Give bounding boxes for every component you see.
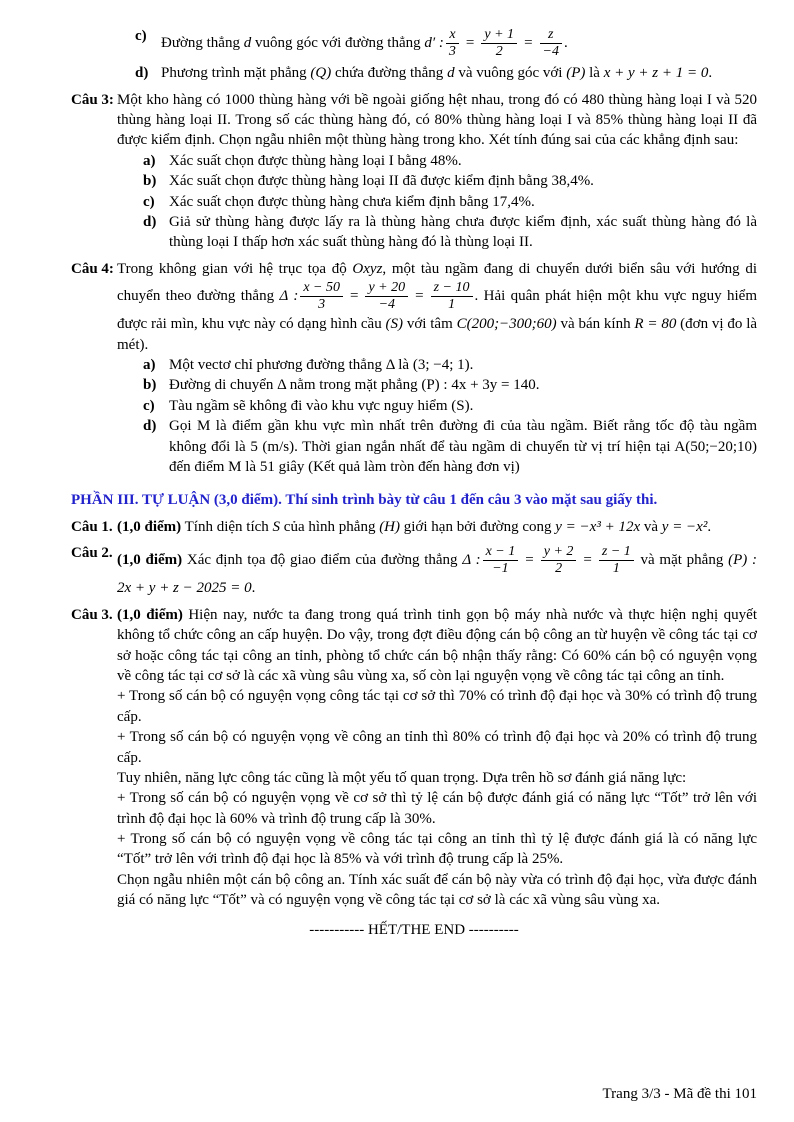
text-run: Xác định tọa độ giao điểm của đường thẳng xyxy=(182,552,463,569)
fraction-denominator: 1 xyxy=(612,561,620,577)
fraction-numerator: y + 2 xyxy=(541,544,577,561)
fraction-numerator: y + 1 xyxy=(481,27,517,44)
fraction-numerator: z − 10 xyxy=(431,280,473,297)
fraction xyxy=(481,27,517,60)
text-run: (đơn vị đo là mét). xyxy=(117,316,758,353)
end-of-exam-line: ----------- HẾT/THE END ---------- xyxy=(309,921,519,938)
item-text: Xác suất chọn được thùng hàng loại I bằng 48%. xyxy=(169,152,462,169)
question-label: Câu 2. xyxy=(71,545,113,562)
statement-item xyxy=(117,375,757,395)
item-label: c) xyxy=(135,28,147,44)
text-run: và mặt phẳng xyxy=(635,552,729,569)
math-run: (P) xyxy=(566,65,586,82)
item-label: d) xyxy=(143,418,157,435)
item-text: Xác suất chọn được thùng hàng loại II đã được kiểm định bằng 38,4%. xyxy=(169,173,594,190)
fraction-denominator: −4 xyxy=(542,44,559,60)
item-text xyxy=(161,63,757,83)
paragraph xyxy=(117,605,757,687)
math-run: C(200;−300;60) xyxy=(456,316,557,333)
item-label: b) xyxy=(143,173,157,190)
equals-sign: = xyxy=(525,552,534,569)
statement-item xyxy=(117,171,757,191)
text-run: Đường thẳng xyxy=(161,35,244,52)
text-run: giới hạn bởi đường cong xyxy=(400,518,556,535)
math-run: (S) xyxy=(385,316,404,333)
text-run: . xyxy=(251,580,256,597)
math-run: d xyxy=(243,35,252,52)
question-intro xyxy=(117,259,757,355)
equals-sign: = xyxy=(415,288,424,305)
item-label: c) xyxy=(143,193,155,210)
part3-header: PHẦN III. TỰ LUẬN (3,0 điểm). Thí sinh trình bày từ câu 1 đến câu 3 vào mặt sau giấy thi. xyxy=(71,492,658,509)
text-run: Phương trình mặt phẳng xyxy=(161,65,311,82)
fraction-denominator: −4 xyxy=(378,297,396,313)
question-cau2-tuluan xyxy=(71,543,757,599)
text-run: với tâm xyxy=(403,316,457,333)
statement-item xyxy=(117,212,757,253)
math-run: Δ : xyxy=(462,552,481,569)
statement-item-c xyxy=(71,26,757,61)
text-run: và vuông góc với xyxy=(454,65,567,82)
item-text: Xác suất chọn được thùng hàng chưa kiểm định bằng 17,4%. xyxy=(169,193,535,210)
fraction-denominator: 1 xyxy=(448,297,456,313)
question-body xyxy=(117,543,757,599)
question-body xyxy=(117,605,757,911)
fraction xyxy=(541,544,577,577)
statement-item xyxy=(117,396,757,416)
item-label: d) xyxy=(143,213,157,230)
math-run: Oxyz xyxy=(352,260,383,277)
item-text: Gọi M là điểm gần khu vực mìn nhất trên đường đi của tàu ngầm. Biết rằng tốc độ tàu ngầm không đổi là 5 (m/s). Thời gian ngắn nhất để tàu ngầm di chuyển từ vị trí hiện tại A(50;−20;10) đến điểm M là 51 giây (Kết quả làm tròn đến hàng đơn vị) xyxy=(169,418,757,476)
paragraph: + Trong số cán bộ có nguyện vọng về công tác tại công an tỉnh thì tỷ lệ được đánh giá là có năng lực “Tốt” trở lên với trình độ đại học là 85% và với trình độ trung cấp là 25%. xyxy=(117,831,757,868)
paragraph: + Trong số cán bộ có nguyện vọng về cơ sở thì tỷ lệ cán bộ được đánh giá có năng lực “Tốt” trở lên với trình độ đại học là 60% và trình độ trung cấp là 30%. xyxy=(117,790,757,827)
item-text: Một vectơ chỉ phương đường thẳng Δ là (3; −4; 1). xyxy=(169,357,474,374)
text-run: Hiện nay, nước ta đang trong quá trình tinh gọn bộ máy nhà nước và thực hiện nghị quyết không tổ chức công an cấp huyện. Do vậy, trong đợt điều động cán bộ công an từ huyện về công tác tại cơ sở hoặc công tác tại công an tỉnh, phòng tổ chức cán bộ nhận thấy rằng: Có 60% cán bộ có nguyện vọng về công tác tại cơ sở là các xã vùng sâu vùng xa, số còn lại nguyện vọng về công tác tại công an tỉnh. xyxy=(117,606,758,684)
text-run: . xyxy=(563,35,568,52)
equals-sign: = xyxy=(350,288,359,305)
question-cau3 xyxy=(71,90,757,253)
text-run: . xyxy=(708,65,713,82)
question-label: Câu 1. xyxy=(71,518,113,535)
equals-sign: = xyxy=(524,35,533,52)
math-run: y = −x³ + 12x xyxy=(555,518,641,535)
question-cau1-tuluan xyxy=(71,517,757,537)
math-run: (P) : 2x + y + z − 2025 = 0 xyxy=(117,552,757,597)
text-run: , một tàu ngầm đang di chuyển dưới biển sâu với hướng di chuyển theo đường thẳng xyxy=(117,260,758,305)
text-run: . xyxy=(707,518,712,535)
statement-item xyxy=(117,355,757,375)
item-label: a) xyxy=(143,152,156,169)
fraction-numerator: z − 1 xyxy=(599,544,634,561)
text-run: của hình phẳng xyxy=(280,518,380,535)
text-run: vuông góc với đường thẳng xyxy=(251,35,425,52)
fraction-denominator: 3 xyxy=(448,44,456,60)
fraction-numerator: z xyxy=(540,27,562,44)
fraction xyxy=(599,544,634,577)
text-run: chứa đường thẳng xyxy=(331,65,448,82)
statement-item xyxy=(117,416,757,477)
fraction xyxy=(483,544,519,577)
text-run: . Hải quân phát hiện một khu vực nguy hiểm được rải mìn, khu vực này có dạng hình cầu xyxy=(117,288,758,333)
item-label: a) xyxy=(143,357,156,374)
fraction xyxy=(365,280,408,313)
fraction-numerator: x − 1 xyxy=(483,544,519,561)
fraction-denominator: 3 xyxy=(318,297,326,313)
fraction-numerator: x − 50 xyxy=(300,280,343,297)
paragraph: Tuy nhiên, năng lực công tác cũng là một yếu tố quan trọng. Dựa trên hồ sơ đánh giá năng lực: xyxy=(117,769,687,786)
text-run: Tính diện tích xyxy=(181,518,273,535)
fraction xyxy=(540,27,562,60)
points-label: (1,0 điểm) xyxy=(117,606,183,623)
fraction-denominator: 2 xyxy=(495,44,503,60)
item-label: c) xyxy=(143,397,155,414)
math-run: y = −x² xyxy=(661,518,708,535)
statement-item xyxy=(117,151,757,171)
math-run: d xyxy=(447,65,455,82)
question-label: Câu 4: xyxy=(71,260,114,277)
paragraph: + Trong số cán bộ có nguyện vọng công tác tại cơ sở thì 70% có trình độ đại học và 30% có trình độ trung cấp. xyxy=(117,688,757,725)
text-run: Trong không gian với hệ trục tọa độ xyxy=(117,260,353,277)
points-label: (1,0 điểm) xyxy=(117,518,182,535)
question-intro: Một kho hàng có 1000 thùng hàng với bề ngoài giống hệt nhau, trong đó có 480 thùng hàng loại I và 520 thùng hàng loại II. Trong số các thùng hàng đó, có 80% thùng hàng loại I và 85% thùng hàng loại II đã được kiểm định. Chọn ngẫu nhiên một thùng hàng trong kho. Xét tính đúng sai của các khẳng định sau: xyxy=(117,91,757,149)
item-label: d) xyxy=(135,65,149,82)
fraction-denominator: −1 xyxy=(492,561,509,577)
fraction-numerator: x xyxy=(446,27,459,44)
math-run: d′ : xyxy=(424,35,444,52)
question-body xyxy=(117,259,757,478)
paragraph: Chọn ngẫu nhiên một cán bộ công an. Tính xác suất để cán bộ này vừa có trình độ đại học, vừa được đánh giá có năng lực “Tốt” và có nguyện vọng về công tác tại cơ sở là các xã vùng sâu vùng xa. xyxy=(117,871,757,909)
statement-item xyxy=(117,192,757,212)
statement-item-d xyxy=(71,63,757,83)
paragraph: + Trong số cán bộ có nguyện vọng về công an tỉnh thì 80% có trình độ đại học và 20% có trình độ trung cấp. xyxy=(117,729,757,766)
fraction xyxy=(300,280,343,313)
math-run: Δ : xyxy=(279,288,299,305)
question-body xyxy=(117,90,757,253)
item-text xyxy=(161,26,757,61)
question-cau3-tuluan xyxy=(71,605,757,911)
fraction-numerator: y + 20 xyxy=(365,280,408,297)
fraction xyxy=(446,27,459,60)
equals-sign: = xyxy=(583,552,592,569)
math-run: x + y + z + 1 = 0 xyxy=(603,65,709,82)
item-label: b) xyxy=(143,377,157,394)
question-label: Câu 3: xyxy=(71,91,114,108)
text-run: và bán kính xyxy=(556,316,635,333)
question-label: Câu 3. xyxy=(71,606,113,623)
item-text: Đường di chuyển Δ nằm trong mặt phẳng (P) : 4x + 3y = 140. xyxy=(169,377,540,394)
equals-sign: = xyxy=(465,35,475,52)
fraction xyxy=(431,280,473,313)
question-body xyxy=(117,517,757,537)
item-text: Giả sử thùng hàng được lấy ra là thùng hàng chưa được kiểm định, xác suất thùng hàng đó là thùng loại I thấp hơn xác suất thùng hàng đó là thùng loại II. xyxy=(169,213,757,251)
math-run: S xyxy=(272,518,281,535)
question-cau4 xyxy=(71,259,757,478)
item-text: Tàu ngầm sẽ không đi vào khu vực nguy hiểm (S). xyxy=(169,397,474,414)
math-run: (H) xyxy=(379,518,401,535)
page-footer: Trang 3/3 - Mã đề thi 101 xyxy=(602,1085,757,1102)
text-run: và xyxy=(640,518,662,535)
points-label: (1,0 điểm) xyxy=(117,552,183,569)
math-run: (Q) xyxy=(310,65,332,82)
fraction-denominator: 2 xyxy=(555,561,563,577)
math-run: R = 80 xyxy=(634,316,677,333)
text-run: là xyxy=(585,65,604,82)
